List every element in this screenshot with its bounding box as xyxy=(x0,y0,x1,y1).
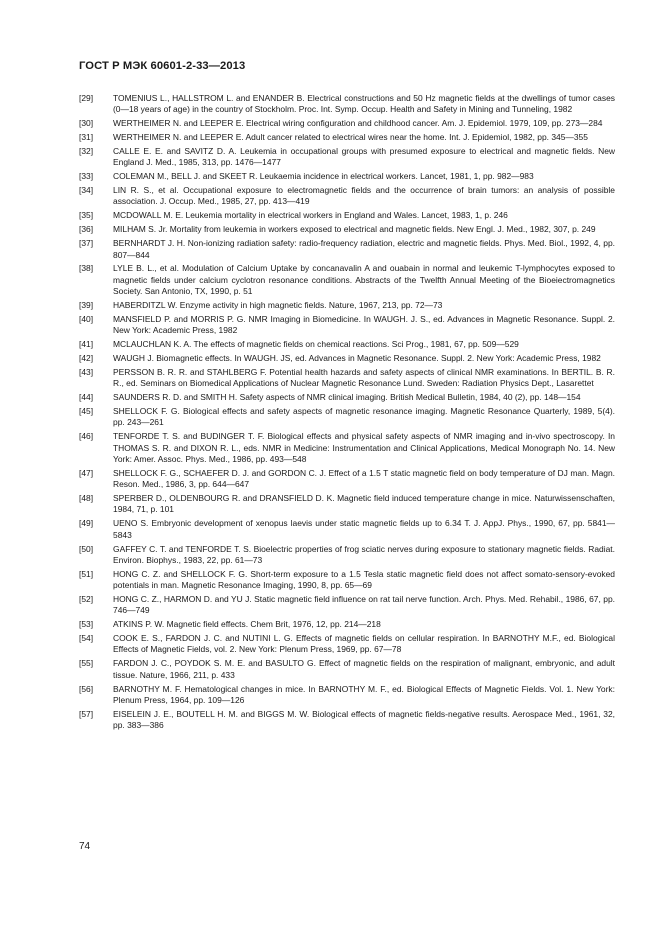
reference-item xyxy=(79,518,615,541)
reference-number: [50] xyxy=(79,543,94,554)
reference-text: MCLAUCHLAN K. A. The effects of magnetic fields on chemical reactions. Sci Prog., 1981, 67, pp. 509—529 xyxy=(113,339,519,350)
reference-number: [30] xyxy=(79,118,94,129)
reference-item xyxy=(79,339,615,350)
reference-text: HONG C. Z., HARMON D. and YU J. Static magnetic field influence on rat tail nerve function. Arch. Phys. Med. Rehabil., 1986, 67, pp. 746—749 xyxy=(113,593,615,616)
reference-item xyxy=(79,132,615,143)
reference-item xyxy=(79,392,615,403)
reference-number: [54] xyxy=(79,633,94,644)
reference-text: UENO S. Embryonic development of xenopus laevis under static magnetic fields up to 6.34 T. J. AppJ. Phys., 1990, 67, pp. 5841—5843 xyxy=(113,518,615,540)
document-header: ГОСТ Р МЭК 60601-2-33—2013 xyxy=(79,60,246,72)
reference-text: BARNOTHY M. F. Hematological changes in mice. In BARNOTHY M. F., ed. Biological Effects of Magnetic Fields. Vol. 1. New York: Plenum Press, 1964, pp. 109—126 xyxy=(113,683,615,705)
reference-number: [36] xyxy=(79,224,94,235)
reference-number: [57] xyxy=(79,708,94,719)
reference-text: GAFFEY C. T. and TENFORDE T. S. Bioelectric properties of frog sciatic nerves during exposure to stationary magnetic fields. Radiat. Environ. Biophys., 1983, 22, pp. 61—73 xyxy=(113,543,615,565)
reference-number: [51] xyxy=(79,568,94,579)
reference-number: [56] xyxy=(79,683,94,694)
reference-item xyxy=(79,224,615,235)
reference-list xyxy=(79,93,615,734)
reference-number: [29] xyxy=(79,93,94,103)
reference-item xyxy=(79,684,615,707)
reference-item xyxy=(79,633,615,656)
reference-number: [42] xyxy=(79,352,94,363)
reference-text: COOK E. S., FARDON J. C. and NUTINI L. G. Effects of magnetic fields on cellular respiration. In BARNOTHY M.F., ed. Biological Effects of Magnetic Fields, vol. 2. New York: Plenum Press, 1969, pp. 67—78 xyxy=(113,633,615,655)
reference-text: CALLE E. E. and SAVITZ D. A. Leukemia in occupational groups with presumed exposure to electrical and magnetic fields. New England J. Med., 1985, 313, pp. 1476—1477 xyxy=(113,146,615,168)
reference-item xyxy=(79,406,615,429)
reference-item xyxy=(79,185,615,208)
reference-item xyxy=(79,118,615,129)
reference-text: WERTHEIMER N. and LEEPER E. Electrical wiring configuration and childhood cancer. Am. J. Epidemiol. 1979, 109, pp. 273—284 xyxy=(113,118,603,129)
reference-number: [37] xyxy=(79,238,94,249)
reference-text: SHELLOCK F. G. Biological effects and safety aspects of magnetic resonance imaging. Magnetic Resonance Quarterly, 1989, 5(4). pp. 243—261 xyxy=(113,406,615,428)
reference-number: [31] xyxy=(79,132,94,143)
reference-number: [32] xyxy=(79,146,94,157)
reference-item xyxy=(79,569,615,592)
reference-number: [44] xyxy=(79,392,94,403)
reference-text: EISELEIN J. E., BOUTELL H. M. and BIGGS M. W. Biological effects of magnetic fields-negative results. Aerospace Med., 1961, 32, pp. 383—386 xyxy=(113,708,615,731)
reference-item xyxy=(79,210,615,221)
reference-number: [55] xyxy=(79,658,94,669)
reference-text: SPERBER D., OLDENBOURG R. and DRANSFIELD D. K. Magnetic field induced temperature change in mice. Naturwissenschaften, 1984, 71, p. 101 xyxy=(113,493,615,515)
reference-text: PERSSON B. R. R. and STAHLBERG F. Potential health hazards and safety aspects of clinical NMR examinations. In BERTIL. B. R. R., ed. Seminars on Biomedical Applications of Nuclear Magnetic Resonance Lund. Sweden: Radiation Physics Dept., Lasarettet xyxy=(113,366,615,389)
reference-number: [49] xyxy=(79,518,94,529)
reference-text: ATKINS P. W. Magnetic field effects. Chem Brit, 1976, 12, pp. 214—218 xyxy=(113,619,381,630)
reference-text: FARDON J. C., POYDOK S. M. E. and BASULTO G. Effect of magnetic fields on the respiration of malignant, embryonic, and adult tissue. Nature, 1966, 211, p. 433 xyxy=(113,658,615,680)
reference-number: [39] xyxy=(79,299,94,310)
reference-item xyxy=(79,468,615,491)
reference-item xyxy=(79,300,615,311)
reference-text: MANSFIELD P. and MORRIS P. G. NMR Imaging in Biomedicine. In WAUGH. J. S., ed. Advances in Magnetic Resonance. Suppl. 2. New York: Academic Press, 1982 xyxy=(113,313,615,336)
reference-text: HABERDITZL W. Enzyme activity in high magnetic fields. Nature, 1967, 213, pp. 72—73 xyxy=(113,299,443,310)
page-number: 74 xyxy=(79,841,91,852)
reference-item xyxy=(79,709,615,732)
reference-text: SAUNDERS R. D. and SMITH H. Safety aspects of NMR clinical imaging. British Medical Bulletin, 1984, 40 (2), pp. 148—154 xyxy=(113,392,581,403)
reference-number: [53] xyxy=(79,619,94,630)
reference-number: [40] xyxy=(79,313,94,324)
reference-number: [45] xyxy=(79,406,94,416)
reference-text: LIN R. S., et al. Occupational exposure to electromagnetic fields and the occurrence of brain tumors: an analysis of possible association. J. Occup. Med., 1985, 27, pp. 413—419 xyxy=(113,185,615,207)
reference-number: [38] xyxy=(79,263,94,274)
reference-item xyxy=(79,431,615,465)
reference-text: LYLE B. L., et al. Modulation of Calcium Uptake by concanavalin A and ouabain in normal and leukemic T-lymphocytes exposed to magnetic fields under calcium cyclotron resonance conditions. Abstracts of the Twelfth Annual Meeting of the Bioeiectromagnetics Society. San Antonio, TX, 1990, p. 51 xyxy=(113,263,615,297)
reference-item xyxy=(79,367,615,390)
reference-number: [43] xyxy=(79,366,94,377)
reference-number: [41] xyxy=(79,339,94,350)
reference-item xyxy=(79,171,615,182)
reference-text: COLEMAN M., BELL J. and SKEET R. Leukaemia incidence in electrical workers. Lancet, 1981, 1, pp. 982—983 xyxy=(113,171,534,182)
reference-item xyxy=(79,146,615,169)
reference-number: [48] xyxy=(79,493,94,504)
reference-text: TOMENIUS L., HALLSTROM L. and ENANDER B. Electrical constructions and 50 Hz magnetic fields at the dwellings of tumor cases (0—18 years of age) in the country of Stockholm. Proc. Int. Symp. Occup. Health and Safety in Mining and Tunneling, 1982 xyxy=(113,93,615,115)
reference-item xyxy=(79,263,615,297)
reference-item xyxy=(79,314,615,337)
reference-number: [34] xyxy=(79,185,94,196)
reference-item xyxy=(79,544,615,567)
reference-text: HONG C. Z. and SHELLOCK F. G. Short-term exposure to a 1.5 Tesla static magnetic field does not affect somato-sensory-evoked potentials in man. Magnetic Resonance Imaging, 1990, 8, pp. 65—69 xyxy=(113,568,615,591)
reference-number: [46] xyxy=(79,431,94,442)
reference-text: SHELLOCK F. G., SCHAEFER D. J. and GORDON C. J. Effect of a 1.5 T static magnetic field on body temperature of DJ man. Magn. Reson. Med., 1986, 3, pp. 644—647 xyxy=(113,467,615,490)
reference-item xyxy=(79,594,615,617)
reference-text: TENFORDE T. S. and BUDINGER T. F. Biological effects and physical safety aspects of NMR imaging and in-vivo spectroscopy. In THOMAS S. R. and DIXON R. L., eds. NMR in Medicine: Instrumentation and Clinical Applications, Medical Monograph No. 14. New York: Amer. Assoc. Phys. Med., 1986, pp. 493—548 xyxy=(113,431,615,464)
reference-number: [35] xyxy=(79,210,94,221)
reference-number: [47] xyxy=(79,467,94,478)
reference-number: [33] xyxy=(79,171,94,182)
reference-text: WAUGH J. Biomagnetic effects. In WAUGH. JS, ed. Advances in Magnetic Resonance. Suppl. 2. New York: Academic Press, 1982 xyxy=(113,352,601,363)
reference-number: [52] xyxy=(79,593,94,604)
reference-text: WERTHEIMER N. and LEEPER E. Adult cancer related to electrical wires near the home. Int. J. Epidemiol, 1982, pp. 345—355 xyxy=(113,132,588,143)
reference-item xyxy=(79,493,615,516)
reference-item xyxy=(79,619,615,630)
reference-item xyxy=(79,238,615,261)
reference-item xyxy=(79,658,615,681)
reference-item xyxy=(79,353,615,364)
reference-item xyxy=(79,93,615,116)
reference-text: MCDOWALL M. E. Leukemia mortality in electrical workers in England and Wales. Lancet, 1983, 1, p. 246 xyxy=(113,210,508,221)
reference-text: MILHAM S. Jr. Mortality from leukemia in workers exposed to electrical and magnetic fields. New Engl. J. Med., 1982, 307, p. 249 xyxy=(113,224,596,235)
reference-text: BERNHARDT J. H. Non-ionizing radiation safety: radio-frequency radiation, electric and magnetic fields. Phys. Med. Biol., 1992, 4, pp. 807—844 xyxy=(113,238,615,260)
